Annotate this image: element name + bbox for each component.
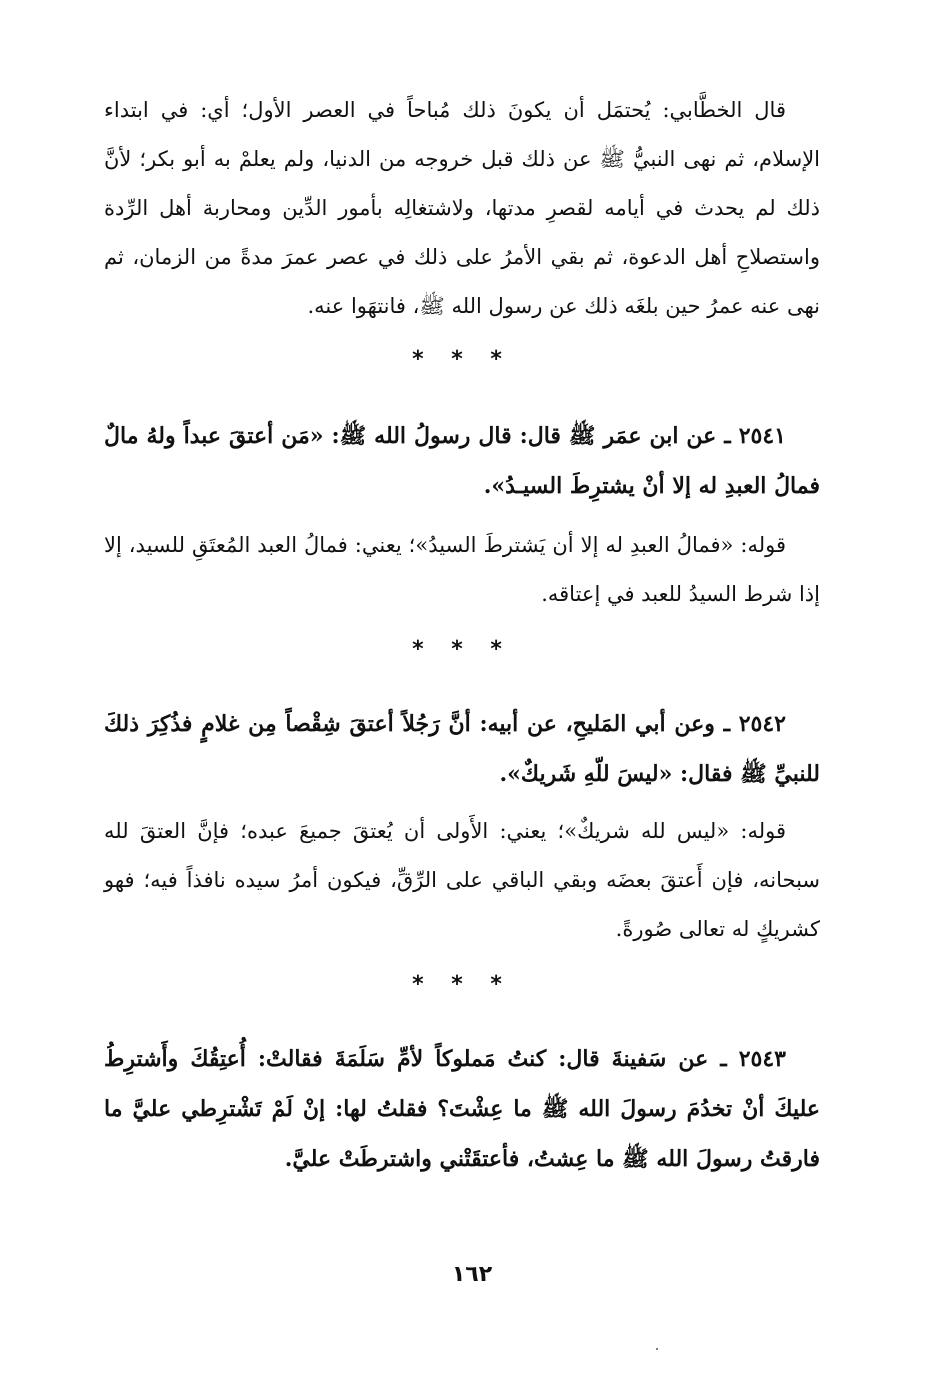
hadith-2542-block [104, 699, 820, 954]
hadith-2543-text: ٢٥٤٣ ـ عن سَفينةَ قال: كنتُ مَملوكاً لأمِّ سَلَمَةَ فقالتْ: أُعتِقُكَ وأَشترِطُ عليكَ أنْ تخدُمَ رسولَ الله ﷺ ما عِشْتَ؟ فقلتُ لها: إنْ لَمْ تَشْترِطي عليَّ ما فارقتُ رسولَ الله ﷺ ما عِشتُ، فأعتقَتْني واشترطَتْ عليَّ. [104, 1046, 820, 1172]
hadith-2541-block [104, 411, 820, 619]
page-body [104, 86, 820, 1184]
section-separator: * * * [412, 972, 512, 997]
hadith-2541-commentary: قوله: «فمالُ العبدِ له إلا أن يَشترطَ السيدُ»؛ يعني: فمالُ العبد المُعتَقِ للسيد، إلا إذا شرط السيدُ للعبد في إعتاقه. [104, 533, 820, 606]
section-separator: * * * [412, 637, 512, 662]
hadith-2543-block [104, 1034, 820, 1184]
section-separator: * * * [412, 347, 512, 372]
hadith-2541-text: ٢٥٤١ ـ عن ابن عمَر ﷺ قال: قال رسولُ الله ﷺ: «مَن أعتقَ عبداً ولهُ مالٌ فمالُ العبدِ له إلا أنْ يشترِطَ السيـدُ». [104, 423, 820, 499]
khattabi-commentary-block [104, 86, 820, 331]
khattabi-commentary: قال الخطَّابي: يُحتمَل أن يكونَ ذلك مُباحاً في العصر الأول؛ أي: في ابتداء الإسلام، ثم نهى النبيُّ ﷺ عن ذلك قبل خروجه من الدنيا، ولم يعلمْ به أبو بكر؛ لأنَّ ذلك لم يحدث في أيامه لقصرِ مدتها، ولاشتغالِه بأمور الدِّين ومحاربة أهل الرِّدة واستصلاحِ أهل الدعوة، ثم بقي الأمرُ على ذلك في عصر عمرَ مدةً من الزمان، ثم نهى عنه عمرُ حين بلغَه ذلك عن رسول الله ﷺ، فانتهَوا عنه. [104, 98, 820, 318]
hadith-2542-commentary: قوله: «ليس لله شريكٌ»؛ يعني: الأَولى أن يُعتقَ جميعَ عبده؛ فإنَّ العتقَ لله سبحانه، فإن أَعتقَ بعضَه وبقي الباقي على الرِّقِّ، فيكون أمرُ سيده نافذاً فيه؛ فهو كشريكٍ له تعالى صُورةً. [104, 819, 820, 941]
scan-speck [656, 1348, 658, 1350]
page-number: ١٦٢ [451, 1262, 493, 1287]
hadith-2542-text: ٢٥٤٢ ـ وعن أبي المَليحِ، عن أبيه: أنَّ رَجُلاً أعتقَ شِقْصاً مِن غلامٍ فذُكِرَ ذلكَ للنبيِّ ﷺ فقال: «ليسَ للّهِ شَريكٌ». [104, 711, 820, 787]
